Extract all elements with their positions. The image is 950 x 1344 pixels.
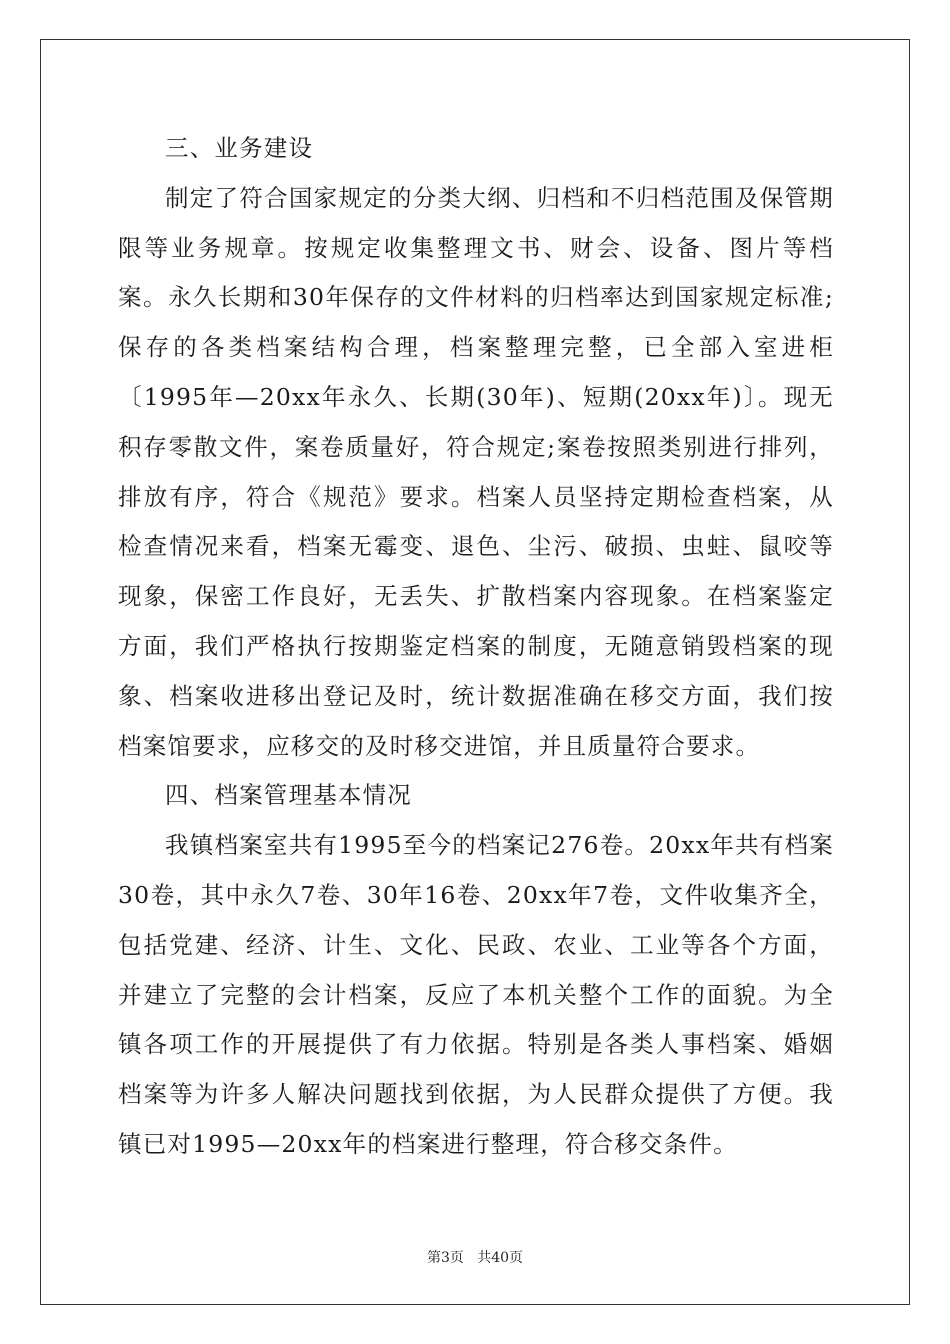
body-paragraph: 我镇档案室共有1995至今的档案记276卷。20xx年共有档案30卷，其中永久7卷、30年16卷、20xx年7卷，文件收集齐全，包括党建、经济、计生、文化、民政、农业、工业等各个方面，并建立了完整的会计档案，反应了本机关整个工作的面貌。为全镇各项工作的开展提供了有力依据。特别是各类人事档案、婚姻档案等为许多人解决问题找到依据，为人民群众提供了方便。我镇已对1995—20xx年的档案进行整理，符合移交条件。 bbox=[118, 831, 834, 1158]
section-heading-business: 三、业务建设 bbox=[165, 134, 314, 162]
document-body bbox=[118, 124, 834, 1170]
section-heading-archive-status: 四、档案管理基本情况 bbox=[165, 781, 412, 810]
page-number-footer: 第3页 共40页 bbox=[426, 1250, 524, 1266]
body-paragraph: 制定了符合国家规定的分类大纲、归档和不归档范围及保管期限等业务规章。按规定收集整理文书、财会、设备、图片等档案。永久长期和30年保存的文件材料的归档率达到国家规定标准;保存的各类档案结构合理，档案整理完整，已全部入室进柜〔1995年—20xx年永久、长期(30年)、短期(20xx年)〕。现无积存零散文件，案卷质量好，符合规定;案卷按照类别进行排列，排放有序，符合《规范》要求。档案人员坚持定期检查档案，从检查情况来看，档案无霉变、退色、尘污、破损、虫蛀、鼠咬等现象，保密工作良好，无丢失、扩散档案内容现象。在档案鉴定方面，我们严格执行按期鉴定档案的制度，无随意销毁档案的现象、档案收进移出登记及时，统计数据准确在移交方面，我们按档案馆要求，应移交的及时移交进馆，并且质量符合要求。 bbox=[118, 183, 834, 760]
